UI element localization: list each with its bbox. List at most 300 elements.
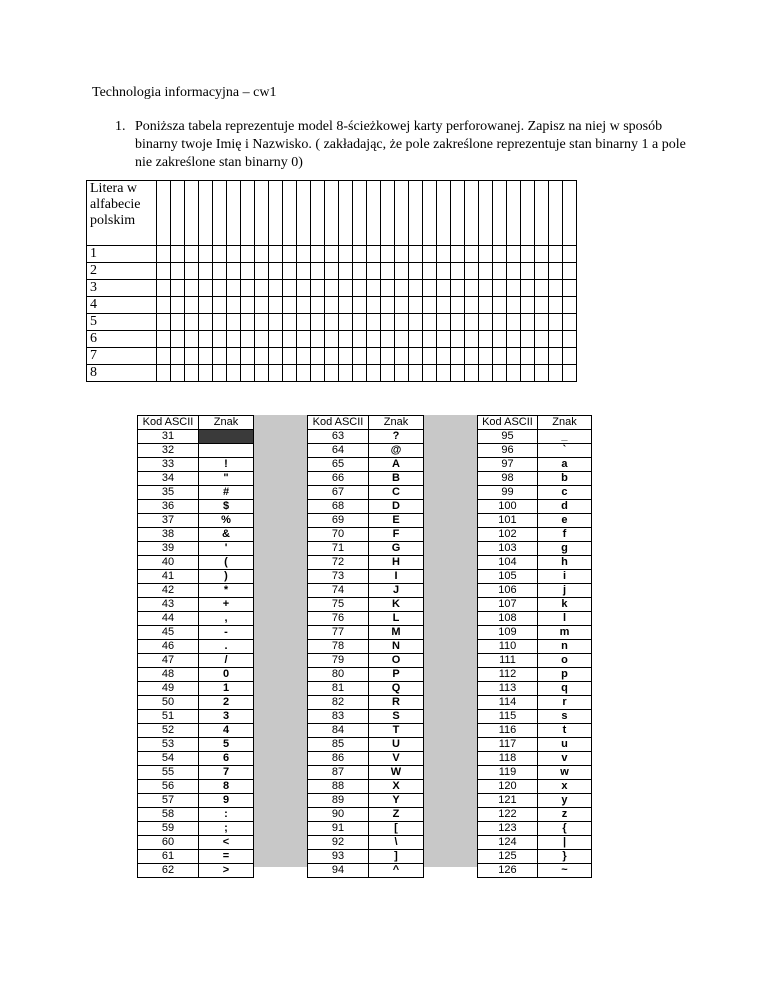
card-cell[interactable] xyxy=(325,181,339,246)
card-cell[interactable] xyxy=(465,348,479,365)
ascii-char: ' xyxy=(199,542,254,556)
card-cell[interactable] xyxy=(493,314,507,331)
ascii-row xyxy=(308,710,424,724)
card-cell[interactable] xyxy=(227,280,241,297)
card-cell[interactable] xyxy=(493,331,507,348)
card-cell[interactable] xyxy=(423,365,437,382)
card-cell[interactable] xyxy=(521,314,535,331)
ascii-char: 9 xyxy=(199,794,254,808)
card-cell[interactable] xyxy=(479,263,493,280)
card-cell[interactable] xyxy=(535,348,549,365)
card-cell[interactable] xyxy=(227,246,241,263)
card-cell[interactable] xyxy=(213,181,227,246)
card-cell[interactable] xyxy=(241,181,255,246)
card-cell[interactable] xyxy=(325,331,339,348)
card-cell[interactable] xyxy=(451,181,465,246)
card-cell[interactable] xyxy=(297,365,311,382)
card-cell[interactable] xyxy=(269,263,283,280)
card-cell[interactable] xyxy=(283,280,297,297)
card-cell[interactable] xyxy=(311,246,325,263)
card-cell[interactable] xyxy=(479,181,493,246)
card-cell[interactable] xyxy=(549,181,563,246)
card-cell[interactable] xyxy=(535,297,549,314)
card-cell[interactable] xyxy=(563,331,577,348)
card-cell[interactable] xyxy=(269,314,283,331)
ascii-char: , xyxy=(199,612,254,626)
card-cell[interactable] xyxy=(199,331,213,348)
card-cell[interactable] xyxy=(451,297,465,314)
card-cell[interactable] xyxy=(563,181,577,246)
card-cell[interactable] xyxy=(297,246,311,263)
card-cell[interactable] xyxy=(395,280,409,297)
card-cell[interactable] xyxy=(157,314,171,331)
card-cell[interactable] xyxy=(395,331,409,348)
card-cell[interactable] xyxy=(493,246,507,263)
card-cell[interactable] xyxy=(255,297,269,314)
card-cell[interactable] xyxy=(465,331,479,348)
card-cell[interactable] xyxy=(367,365,381,382)
card-cell[interactable] xyxy=(465,263,479,280)
card-cell[interactable] xyxy=(409,331,423,348)
card-cell[interactable] xyxy=(339,297,353,314)
card-cell[interactable] xyxy=(381,280,395,297)
card-cell[interactable] xyxy=(353,263,367,280)
card-cell[interactable] xyxy=(409,280,423,297)
card-cell[interactable] xyxy=(157,348,171,365)
card-cell[interactable] xyxy=(563,348,577,365)
card-cell[interactable] xyxy=(381,181,395,246)
card-cell[interactable] xyxy=(437,246,451,263)
card-cell[interactable] xyxy=(255,280,269,297)
card-cell[interactable] xyxy=(255,348,269,365)
card-cell[interactable] xyxy=(381,365,395,382)
card-cell[interactable] xyxy=(185,280,199,297)
card-cell[interactable] xyxy=(171,348,185,365)
card-cell[interactable] xyxy=(437,348,451,365)
card-cell[interactable] xyxy=(381,314,395,331)
card-cell[interactable] xyxy=(479,280,493,297)
card-cell[interactable] xyxy=(269,331,283,348)
card-cell[interactable] xyxy=(395,348,409,365)
card-cell[interactable] xyxy=(367,331,381,348)
card-cell[interactable] xyxy=(507,348,521,365)
card-cell[interactable] xyxy=(241,331,255,348)
card-cell[interactable] xyxy=(199,246,213,263)
card-cell[interactable] xyxy=(381,246,395,263)
card-cell[interactable] xyxy=(325,263,339,280)
card-cell[interactable] xyxy=(409,263,423,280)
card-cell[interactable] xyxy=(479,297,493,314)
ascii-code: 97 xyxy=(478,458,538,472)
card-cell[interactable] xyxy=(297,314,311,331)
ascii-row xyxy=(138,780,254,794)
card-cell[interactable] xyxy=(451,314,465,331)
ascii-code: 126 xyxy=(478,864,538,878)
card-cell[interactable] xyxy=(479,348,493,365)
card-cell[interactable] xyxy=(185,348,199,365)
card-cell[interactable] xyxy=(213,314,227,331)
card-cell[interactable] xyxy=(507,365,521,382)
card-cell[interactable] xyxy=(549,331,563,348)
card-cell[interactable] xyxy=(241,280,255,297)
ascii-code: 94 xyxy=(308,864,369,878)
card-cell[interactable] xyxy=(451,246,465,263)
card-cell[interactable] xyxy=(213,348,227,365)
card-cell[interactable] xyxy=(451,365,465,382)
card-track-label: 1 xyxy=(87,246,157,263)
card-cell[interactable] xyxy=(297,280,311,297)
card-cell[interactable] xyxy=(437,365,451,382)
card-cell[interactable] xyxy=(507,181,521,246)
card-cell[interactable] xyxy=(241,314,255,331)
card-cell[interactable] xyxy=(549,365,563,382)
card-cell[interactable] xyxy=(199,365,213,382)
card-cell[interactable] xyxy=(367,246,381,263)
card-cell[interactable] xyxy=(353,246,367,263)
card-cell[interactable] xyxy=(157,181,171,246)
card-cell[interactable] xyxy=(297,348,311,365)
card-cell[interactable] xyxy=(521,181,535,246)
card-cell[interactable] xyxy=(255,314,269,331)
card-cell[interactable] xyxy=(353,181,367,246)
card-cell[interactable] xyxy=(493,280,507,297)
card-cell[interactable] xyxy=(227,365,241,382)
card-cell[interactable] xyxy=(297,297,311,314)
card-cell[interactable] xyxy=(395,263,409,280)
card-cell[interactable] xyxy=(465,181,479,246)
card-cell[interactable] xyxy=(171,181,185,246)
ascii-char: / xyxy=(199,654,254,668)
card-cell[interactable] xyxy=(325,365,339,382)
card-cell[interactable] xyxy=(465,314,479,331)
card-cell[interactable] xyxy=(535,263,549,280)
card-cell[interactable] xyxy=(409,314,423,331)
card-cell[interactable] xyxy=(255,331,269,348)
card-cell[interactable] xyxy=(241,297,255,314)
card-cell[interactable] xyxy=(199,280,213,297)
card-track-row xyxy=(87,297,577,314)
card-cell[interactable] xyxy=(269,181,283,246)
card-cell[interactable] xyxy=(171,365,185,382)
card-cell[interactable] xyxy=(353,365,367,382)
card-cell[interactable] xyxy=(549,263,563,280)
card-cell[interactable] xyxy=(535,314,549,331)
card-cell[interactable] xyxy=(339,246,353,263)
card-cell[interactable] xyxy=(241,348,255,365)
card-cell[interactable] xyxy=(395,246,409,263)
card-cell[interactable] xyxy=(199,314,213,331)
card-cell[interactable] xyxy=(367,181,381,246)
ascii-char: m xyxy=(537,626,591,640)
card-cell[interactable] xyxy=(367,280,381,297)
card-cell[interactable] xyxy=(227,348,241,365)
card-cell[interactable] xyxy=(353,280,367,297)
card-cell[interactable] xyxy=(311,280,325,297)
card-cell[interactable] xyxy=(549,280,563,297)
card-cell[interactable] xyxy=(437,280,451,297)
card-cell[interactable] xyxy=(283,263,297,280)
card-cell[interactable] xyxy=(283,246,297,263)
card-cell[interactable] xyxy=(549,297,563,314)
card-cell[interactable] xyxy=(325,297,339,314)
card-cell[interactable] xyxy=(199,181,213,246)
card-cell[interactable] xyxy=(437,331,451,348)
card-cell[interactable] xyxy=(297,181,311,246)
ascii-code: 67 xyxy=(308,486,369,500)
card-cell[interactable] xyxy=(423,348,437,365)
card-cell[interactable] xyxy=(451,348,465,365)
card-cell[interactable] xyxy=(297,263,311,280)
ascii-code: 75 xyxy=(308,598,369,612)
card-cell[interactable] xyxy=(227,181,241,246)
card-cell[interactable] xyxy=(157,280,171,297)
card-cell[interactable] xyxy=(227,314,241,331)
card-cell[interactable] xyxy=(535,246,549,263)
card-cell[interactable] xyxy=(479,365,493,382)
card-cell[interactable] xyxy=(311,263,325,280)
card-cell[interactable] xyxy=(549,246,563,263)
card-cell[interactable] xyxy=(521,297,535,314)
card-cell[interactable] xyxy=(353,331,367,348)
card-cell[interactable] xyxy=(521,348,535,365)
card-cell[interactable] xyxy=(563,246,577,263)
card-cell[interactable] xyxy=(493,181,507,246)
card-cell[interactable] xyxy=(535,280,549,297)
card-cell[interactable] xyxy=(507,246,521,263)
card-cell[interactable] xyxy=(465,365,479,382)
card-cell[interactable] xyxy=(451,280,465,297)
card-cell[interactable] xyxy=(521,331,535,348)
card-cell[interactable] xyxy=(241,246,255,263)
card-cell[interactable] xyxy=(437,263,451,280)
card-cell[interactable] xyxy=(325,314,339,331)
card-cell[interactable] xyxy=(157,331,171,348)
card-cell[interactable] xyxy=(185,297,199,314)
card-cell[interactable] xyxy=(521,365,535,382)
ascii-char: # xyxy=(199,486,254,500)
card-cell[interactable] xyxy=(493,263,507,280)
card-track-row xyxy=(87,280,577,297)
card-cell[interactable] xyxy=(563,280,577,297)
card-cell[interactable] xyxy=(283,365,297,382)
card-cell[interactable] xyxy=(171,297,185,314)
card-cell[interactable] xyxy=(255,246,269,263)
card-cell[interactable] xyxy=(339,263,353,280)
card-cell[interactable] xyxy=(199,348,213,365)
ascii-code: 52 xyxy=(138,724,199,738)
card-cell[interactable] xyxy=(171,331,185,348)
card-cell[interactable] xyxy=(367,348,381,365)
card-cell[interactable] xyxy=(493,297,507,314)
card-cell[interactable] xyxy=(269,365,283,382)
card-cell[interactable] xyxy=(367,297,381,314)
card-cell[interactable] xyxy=(227,331,241,348)
card-cell[interactable] xyxy=(255,365,269,382)
card-cell[interactable] xyxy=(255,181,269,246)
card-cell[interactable] xyxy=(171,280,185,297)
card-cell[interactable] xyxy=(437,181,451,246)
card-cell[interactable] xyxy=(535,181,549,246)
card-cell[interactable] xyxy=(157,365,171,382)
card-cell[interactable] xyxy=(339,365,353,382)
card-cell[interactable] xyxy=(381,348,395,365)
card-cell[interactable] xyxy=(241,263,255,280)
card-cell[interactable] xyxy=(325,246,339,263)
card-cell[interactable] xyxy=(479,331,493,348)
card-cell[interactable] xyxy=(227,297,241,314)
card-cell[interactable] xyxy=(395,314,409,331)
card-cell[interactable] xyxy=(283,181,297,246)
card-cell[interactable] xyxy=(493,365,507,382)
card-cell[interactable] xyxy=(437,297,451,314)
card-cell[interactable] xyxy=(507,280,521,297)
card-cell[interactable] xyxy=(451,331,465,348)
card-cell[interactable] xyxy=(213,331,227,348)
card-cell[interactable] xyxy=(227,263,241,280)
card-cell[interactable] xyxy=(507,297,521,314)
card-cell[interactable] xyxy=(311,297,325,314)
card-cell[interactable] xyxy=(283,331,297,348)
card-cell[interactable] xyxy=(381,263,395,280)
card-cell[interactable] xyxy=(465,280,479,297)
card-cell[interactable] xyxy=(479,246,493,263)
card-cell[interactable] xyxy=(409,365,423,382)
card-cell[interactable] xyxy=(549,314,563,331)
card-cell[interactable] xyxy=(171,263,185,280)
ascii-code: 56 xyxy=(138,780,199,794)
card-cell[interactable] xyxy=(563,263,577,280)
card-cell[interactable] xyxy=(423,314,437,331)
card-cell[interactable] xyxy=(367,314,381,331)
card-cell[interactable] xyxy=(185,246,199,263)
card-cell[interactable] xyxy=(395,297,409,314)
card-cell[interactable] xyxy=(381,297,395,314)
card-cell[interactable] xyxy=(185,263,199,280)
card-cell[interactable] xyxy=(563,314,577,331)
card-cell[interactable] xyxy=(269,246,283,263)
ascii-row xyxy=(138,766,254,780)
card-cell[interactable] xyxy=(409,297,423,314)
card-cell[interactable] xyxy=(199,263,213,280)
card-cell[interactable] xyxy=(185,181,199,246)
card-cell[interactable] xyxy=(451,263,465,280)
card-cell[interactable] xyxy=(311,181,325,246)
card-cell[interactable] xyxy=(535,331,549,348)
card-cell[interactable] xyxy=(437,314,451,331)
card-cell[interactable] xyxy=(367,263,381,280)
card-cell[interactable] xyxy=(423,181,437,246)
ascii-char: i xyxy=(537,570,591,584)
card-cell[interactable] xyxy=(311,348,325,365)
card-cell[interactable] xyxy=(423,263,437,280)
ascii-row xyxy=(308,794,424,808)
card-cell[interactable] xyxy=(423,297,437,314)
card-cell[interactable] xyxy=(563,297,577,314)
card-cell[interactable] xyxy=(185,331,199,348)
card-cell[interactable] xyxy=(297,331,311,348)
card-cell[interactable] xyxy=(423,280,437,297)
card-cell[interactable] xyxy=(213,297,227,314)
card-cell[interactable] xyxy=(353,314,367,331)
card-cell[interactable] xyxy=(269,348,283,365)
card-cell[interactable] xyxy=(479,314,493,331)
card-cell[interactable] xyxy=(353,297,367,314)
card-cell[interactable] xyxy=(549,348,563,365)
ascii-code: 88 xyxy=(308,780,369,794)
card-cell[interactable] xyxy=(409,246,423,263)
card-cell[interactable] xyxy=(465,297,479,314)
card-cell[interactable] xyxy=(269,297,283,314)
card-cell[interactable] xyxy=(339,181,353,246)
card-cell[interactable] xyxy=(283,297,297,314)
card-cell[interactable] xyxy=(395,181,409,246)
card-cell[interactable] xyxy=(339,331,353,348)
card-cell[interactable] xyxy=(535,365,549,382)
card-cell[interactable] xyxy=(255,263,269,280)
card-cell[interactable] xyxy=(213,246,227,263)
card-cell[interactable] xyxy=(507,263,521,280)
card-cell[interactable] xyxy=(409,181,423,246)
ascii-char-header: Znak xyxy=(199,416,254,430)
card-cell[interactable] xyxy=(185,365,199,382)
card-cell[interactable] xyxy=(409,348,423,365)
card-cell[interactable] xyxy=(423,331,437,348)
card-cell[interactable] xyxy=(353,348,367,365)
card-cell[interactable] xyxy=(465,246,479,263)
card-cell[interactable] xyxy=(241,365,255,382)
card-cell[interactable] xyxy=(423,246,437,263)
card-cell[interactable] xyxy=(269,280,283,297)
ascii-row xyxy=(478,780,592,794)
card-cell[interactable] xyxy=(339,314,353,331)
card-cell[interactable] xyxy=(339,348,353,365)
ascii-char: D xyxy=(369,500,424,514)
card-cell[interactable] xyxy=(311,331,325,348)
card-cell[interactable] xyxy=(171,246,185,263)
card-cell[interactable] xyxy=(521,263,535,280)
card-cell[interactable] xyxy=(381,331,395,348)
card-cell[interactable] xyxy=(507,314,521,331)
ascii-char: 2 xyxy=(199,696,254,710)
card-cell[interactable] xyxy=(395,365,409,382)
ascii-char-header: Znak xyxy=(537,416,591,430)
card-cell[interactable] xyxy=(185,314,199,331)
card-cell[interactable] xyxy=(157,246,171,263)
card-cell[interactable] xyxy=(199,297,213,314)
card-cell[interactable] xyxy=(213,263,227,280)
card-cell[interactable] xyxy=(521,280,535,297)
card-cell[interactable] xyxy=(311,314,325,331)
card-track-label: 8 xyxy=(87,365,157,382)
card-cell[interactable] xyxy=(325,280,339,297)
card-cell[interactable] xyxy=(311,365,325,382)
ascii-char: ] xyxy=(369,850,424,864)
card-cell[interactable] xyxy=(521,246,535,263)
ascii-row xyxy=(478,444,592,458)
card-cell[interactable] xyxy=(493,348,507,365)
card-cell[interactable] xyxy=(283,348,297,365)
card-cell[interactable] xyxy=(171,314,185,331)
card-cell[interactable] xyxy=(325,348,339,365)
card-cell[interactable] xyxy=(507,331,521,348)
card-cell[interactable] xyxy=(213,280,227,297)
card-cell[interactable] xyxy=(157,263,171,280)
card-cell[interactable] xyxy=(157,297,171,314)
card-cell[interactable] xyxy=(563,365,577,382)
card-cell[interactable] xyxy=(283,314,297,331)
card-cell[interactable] xyxy=(339,280,353,297)
card-cell[interactable] xyxy=(213,365,227,382)
